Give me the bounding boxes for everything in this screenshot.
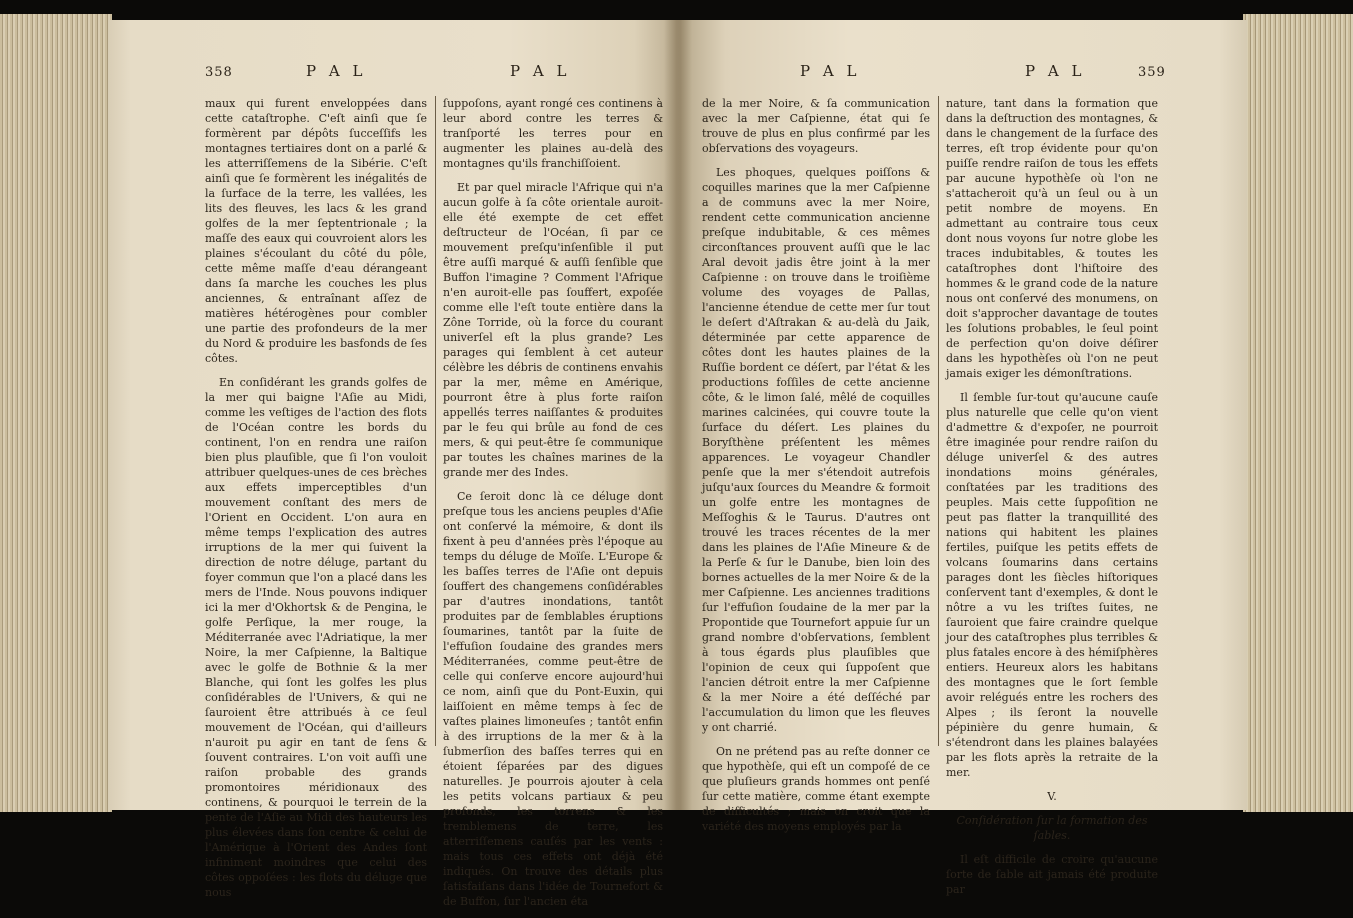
left-column-2 [443,96,663,918]
right-column-1 [702,96,930,843]
paragraph: Il ſemble ſur-tout qu'aucune cauſe plus naturelle que celle qu'on vient d'admettre & d'expoſer, ne pourroit être imaginée pour rendre raiſon du déluge univerſel & des autres inondations moins générales, conſtatées par les traditions des peuples. Mais cette ſuppoſition ne peut pas flatter la tranquillité des nations qui habitent les plaines fertiles, puiſque les petits effets de volcans ſoumarins dans certains parages dont les ſiècles hiſtoriques conſervent tant d'exemples, & dont le nôtre a vu les triſtes ſuites, ne ſauroient que faire craindre quelque jour des cataſtrophes plus terribles & plus fatales encore à des hémiſphères entiers. Heureux alors les habitans des montagnes que le ſort ſemble avoir relégués entre les rochers des Alpes ; ils ſeront la nouvelle pépinière du genre humain, & s'étendront dans les plaines balayées par les flots après la retraite de la mer. [946,391,1158,779]
paragraph: nature, tant dans la formation que dans la deſtruction des montagnes, & dans le changement de la ſurface des terres, eſt trop évidente pour qu'on puiſſe rendre raiſon de tous les effets par aucune hypothèſe où l'on ne s'attacheroit qu'à un ſeul ou à un petit nombre de moyens. En admettant au contraire tous ceux dont nous voyons ſur notre globe les traces indubitables, & toutes les cataſtrophes dont l'hiſtoire des hommes & le grand code de la nature nous ont conſervé des monumens, on doit s'approcher davantage de toutes les ſolutions probables, le ſeul point de perfection qu'on doive déſirer dans les hypothèſes où l'on ne peut jamais exiger les démonſtrations. [946,97,1158,380]
paragraph: En conſidérant les grands golfes de la mer qui baigne l'Aſie au Midi, comme les veſtiges de l'action des flots de l'Océan contre les bords du continent, l'on en rendra une raiſon bien plus plauſible, que ſi l'on vouloit attribuer quelques-unes de ces brèches aux effets imperceptibles d'un mouvement conſtant des mers de l'Orient en Occident. L'on aura en même temps l'explication des autres irruptions de la mer qui ſuivent la direction de notre déluge, partant du foyer commun que l'on a placé dans les mers de l'Inde. Nous pouvons indiquer ici la mer d'Okhortsk & de Pengina, le golfe Perſique, la mer rouge, la Méditerranée avec l'Adriatique, la mer Noire, la mer Caſpienne, la Baltique avec le golfe de Bothnie & la mer Blanche, qui ſont les golfes les plus conſidérables de l'Univers, & qui ne ſauroient être attribués à ce ſeul mouvement de l'Océan, qui d'ailleurs n'auroit pu agir en tant de ſens & ſouvent contraires. L'on voit auſſi une raiſon probable des grands promontoires méridionaux des continens, & pourquoi le terrein de la pente de l'Aſie au Midi des hauteurs les plus élevées dans ſon centre & celui de l'Amérique à l'Orient des Andes ſont infiniment moindres que celui des côtes oppoſées : les flots du déluge que nous [205,376,427,899]
right-page-number: 359 [1138,65,1166,80]
column-rule [938,96,939,746]
left-page-edges [0,14,112,812]
right-running-head: P A L [800,62,861,80]
left-running-head: P A L [306,62,367,80]
paragraph: Il eſt difficile de croire qu'aucune ſorte de ſable ait jamais été produite par [946,853,1158,896]
left-column-1 [205,96,427,909]
left-page-number: 358 [205,65,233,80]
paragraph: Ce ſeroit donc là ce déluge dont preſque tous les anciens peuples d'Aſie ont conſervé la mémoire, & dont ils fixent à peu d'années près l'époque au temps du déluge de Moïſe. L'Europe & les baſſes terres de l'Aſie ont depuis ſouffert des changemens conſidérables par d'autres inondations, tantôt produites par de ſemblables éruptions ſoumarines, tantôt par la ſuite de l'effuſion ſoudaine des grandes mers Méditerranées, comme peut-être de celle qui conſerve encore aujourd'hui ce nom, ainſi que du Pont-Euxin, qui laiſſoient en même temps à ſec de vaſtes plaines limoneuſes ; tantôt enfin à des irruptions de la mer & à la ſubmerſion des baſſes terres qui en étoient ſéparées par des digues naturelles. Je pourrois ajouter à cela les petits volcans partiaux & peu profonds, les torrens & les tremblemens de terre, les atterriſſemens cauſés par les vents : mais tous ces effets ont déjà été indiqués. On trouve des détails plus ſatisfaiſans dans l'idée de Tournefort & de Buffon, ſur l'ancien éta [443,490,663,908]
section-number: V. [1047,790,1057,803]
right-column-2 [946,96,1158,906]
left-page [108,20,680,908]
book-gutter [664,20,692,810]
column-rule [435,96,436,746]
right-page [680,20,1247,896]
paragraph: Les phoques, quelques poiſſons & coquilles marines que la mer Caſpienne a de communs avec la mer Noire, rendent cette communication ancienne preſque indubitable, & ces mêmes circonſtances prouvent auſſi que le lac Aral devoit jadis être joint à la mer Caſpienne : on trouve dans le troiſième volume des voyages de Pallas, l'ancienne étendue de cette mer ſur tout le deſert d'Aſtrakan & au-delà du Jaik, déterminée par cette apparence de côtes dont les hautes plaines de la Ruſſie bordent ce déſert, par l'état & les productions foſſiles de cette ancienne côte, & le limon ſalé, mêlé de coquilles marines calcinées, qui couvre toute la ſurface du déſert. Les plaines du Boryſthène préſentent les mêmes apparences. Le voyageur Chandler penſe que la mer s'étendoit autrefois juſqu'aux ſources du Meandre & formoit un golfe entre les montagnes de Meſſoghis & le Taurus. D'autres ont trouvé les traces récentes de la mer dans les plaines de l'Aſie Mineure & de la Perſe & ſur le Danube, bien loin des bornes actuelles de la mer Noire & de la mer Caſpienne. Les anciennes traditions ſur l'effuſion ſoudaine de la mer par la Propontide que Tournefort appuie ſur un grand nombre d'obſervations, ſemblent à tous égards plus plauſibles que l'opinion de ceux qui ſuppoſent que l'ancien détroit entre la mer Caſpienne & la mer Noire a été deſſéché par l'accumulation du limon que les fleuves y ont charrié. [702,166,930,734]
right-page-edges [1243,14,1353,812]
left-running-head-2: P A L [510,62,571,80]
paragraph: ſuppoſons, ayant rongé ces continens à leur abord contre les terres & tranſporté les terres pour en augmenter les plaines au-delà des montagnes qu'ils franchiſſoient. [443,97,663,170]
paragraph: Et par quel miracle l'Afrique qui n'a aucun golfe à ſa côte orientale auroit-elle été exempte de cet effet deſtructeur de l'Océan, ſi par ce mouvement preſqu'inſenſible il put être auſſi marqué & auſſi ſenſible que Buffon l'imagine ? Comment l'Afrique n'en auroit-elle pas ſouffert, expoſée comme elle l'eſt toute entière dans la Zône Torride, où la force du courant univerſel eſt la plus grande? Les parages qui ſemblent à cet auteur célèbre les débris de continens envahis par la mer, même en Amérique, pourront être à plus forte raiſon appellés terres naiſſantes & produites par le feu qui brûle au fond de ces mers, & qui peut-être ſe communique par toutes les chaînes marines de la grande mer des Indes. [443,181,663,479]
right-running-head-2: P A L [1025,62,1086,80]
paragraph: de la mer Noire, & ſa communication avec la mer Caſpienne, état qui ſe trouve de plus en plus confirmé par les obſervations des voyageurs. [702,97,930,155]
paragraph: On ne prétend pas au reſte donner ce que hypothèſe, qui eſt un compoſé de ce que pluſieurs grands hommes ont penſé ſur cette matière, comme étant exempte de difficultés ; mais on croit que la variété des moyens employés par la [702,745,930,833]
paragraph: maux qui furent enveloppées dans cette cataſtrophe. C'eſt ainſi que ſe formèrent par dépôts ſucceſſifs les montagnes tertiaires dont on a parlé & les atterriſſemens de la Sibérie. C'eſt ainſi que ſe formèrent les inégalités de la ſurface de la terre, les vallées, les lits des fleuves, les lacs & les grand golfes de la mer ſeptentrionale ; la maſſe des eaux qui couvroient alors les plaines s'écoulant du côté du pôle, cette même maſſe d'eau dérangeant dans ſa marche les couches les plus anciennes, & entraînant aſſez de matières hétérogènes pour combler une partie des profondeurs de la mer du Nord & produire les basfonds de ſes côtes. [205,97,427,365]
section-heading: Conſidération ſur la formation des ſables. [956,814,1148,842]
